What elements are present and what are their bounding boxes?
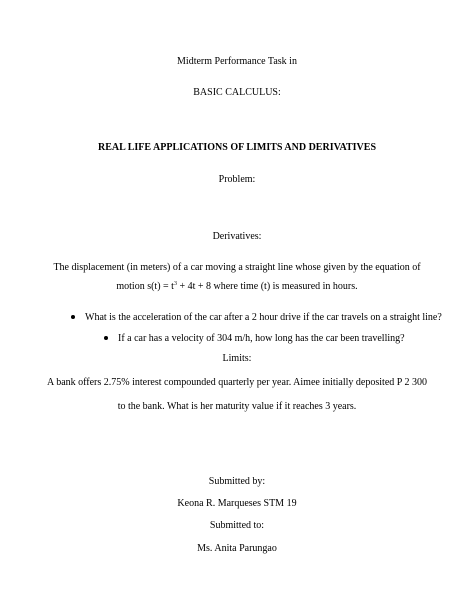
equation-prefix: motion s(t) = t [116,281,174,292]
limits-heading: Limits: [222,353,252,364]
equation-exponent: 3 [173,281,177,287]
submitted-by-label: Submitted by: [208,476,266,487]
task-title: Midterm Performance Task in [177,56,297,67]
bullet-icon [71,315,75,319]
bullet-icon [104,336,108,340]
question-item [71,312,442,324]
limits-statement-line2: to the bank. What is her maturity value if it reaches 3 years. [117,401,357,412]
submitted-to-name: Ms. Anita Parungao [197,543,277,554]
question-item [104,333,405,345]
main-title: REAL LIFE APPLICATIONS OF LIMITS AND DERIVATIVES [97,142,377,153]
derivatives-statement-line2 [0,281,474,293]
question-text: What is the acceleration of the car after a 2 hour drive if the car travels on a straight line? [85,312,442,323]
derivatives-statement-line1: The displacement (in meters) of a car moving a straight line whose given by the equation of [53,262,421,273]
problem-label: Problem: [218,174,256,185]
question-text: If a car has a velocity of 304 m/h, how long has the car been travelling? [118,333,405,344]
subject-title: BASIC CALCULUS: [193,87,281,98]
submitted-by-name: Keona R. Marqueses STM 19 [177,498,297,509]
derivatives-heading: Derivatives: [212,231,262,242]
limits-statement-line1: A bank offers 2.75% interest compounded quarterly per year. Aimee initially deposited P 2 300 [47,377,427,388]
submitted-to-label: Submitted to: [209,520,265,531]
equation-suffix: + 4t + 8 where time (t) is measured in hours. [176,281,358,292]
